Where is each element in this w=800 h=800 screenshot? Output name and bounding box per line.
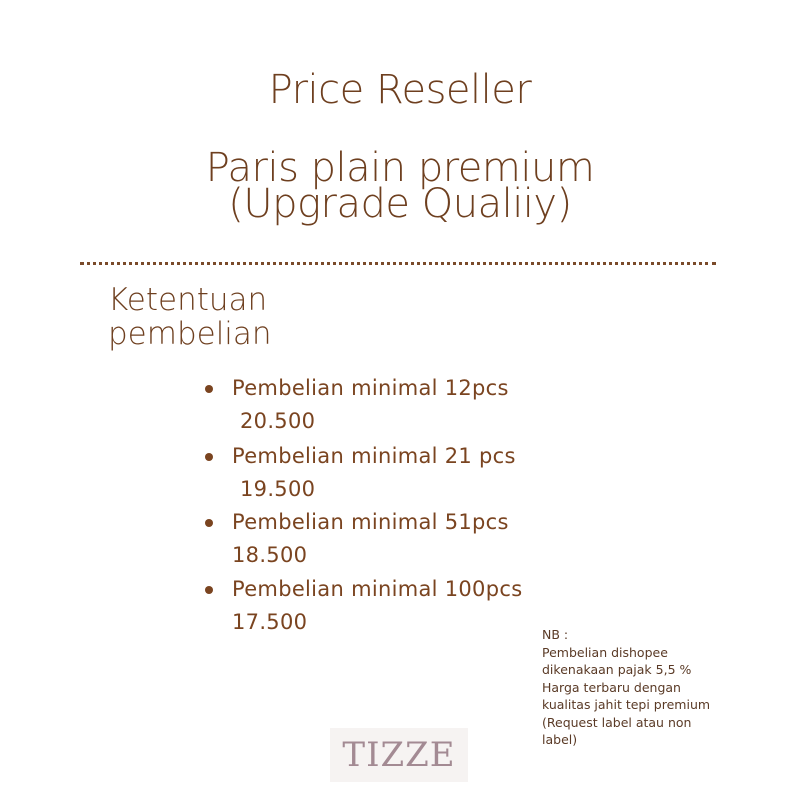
note-line: dikenakaan pajak 5,5 % (542, 662, 692, 677)
bullet-icon (205, 519, 213, 527)
section-heading-line-1: Ketentuan (108, 282, 268, 318)
note-label: NB : (542, 627, 569, 642)
brand-logo-text: TIZZE (342, 735, 456, 775)
section-heading-line-2: pembelian (108, 316, 272, 352)
note-line: kualitas jahit tepi premium (542, 697, 711, 712)
product-name-line-1: Paris plain premium (205, 145, 595, 191)
note-line: (Request label atau non (542, 714, 692, 730)
page-title: Price Reseller (268, 67, 532, 113)
bullet-icon (205, 453, 213, 461)
tier-price: 17.500 (232, 610, 308, 634)
tier-label: Pembelian minimal 21 pcs (232, 444, 516, 468)
section-heading (108, 283, 272, 351)
tier-price: 19.500 (240, 477, 316, 501)
brand-logo (330, 728, 468, 782)
product-name-line-2: (Upgrade Qualiiy) (228, 181, 572, 227)
product-name (0, 145, 800, 227)
tier-price: 20.500 (240, 409, 316, 433)
bullet-icon (205, 385, 213, 393)
dotted-divider (80, 262, 716, 265)
tier-label: Pembelian minimal 100pcs (232, 577, 523, 601)
note-block (542, 626, 742, 749)
bullet-icon (205, 586, 213, 594)
note-line: Harga terbaru dengan (542, 679, 681, 695)
note-line: Pembelian dishopee (542, 644, 668, 660)
note-line: label) (542, 732, 578, 747)
tier-label: Pembelian minimal 12pcs (232, 376, 509, 400)
tier-price: 18.500 (232, 543, 308, 567)
tier-label: Pembelian minimal 51pcs (232, 510, 509, 534)
